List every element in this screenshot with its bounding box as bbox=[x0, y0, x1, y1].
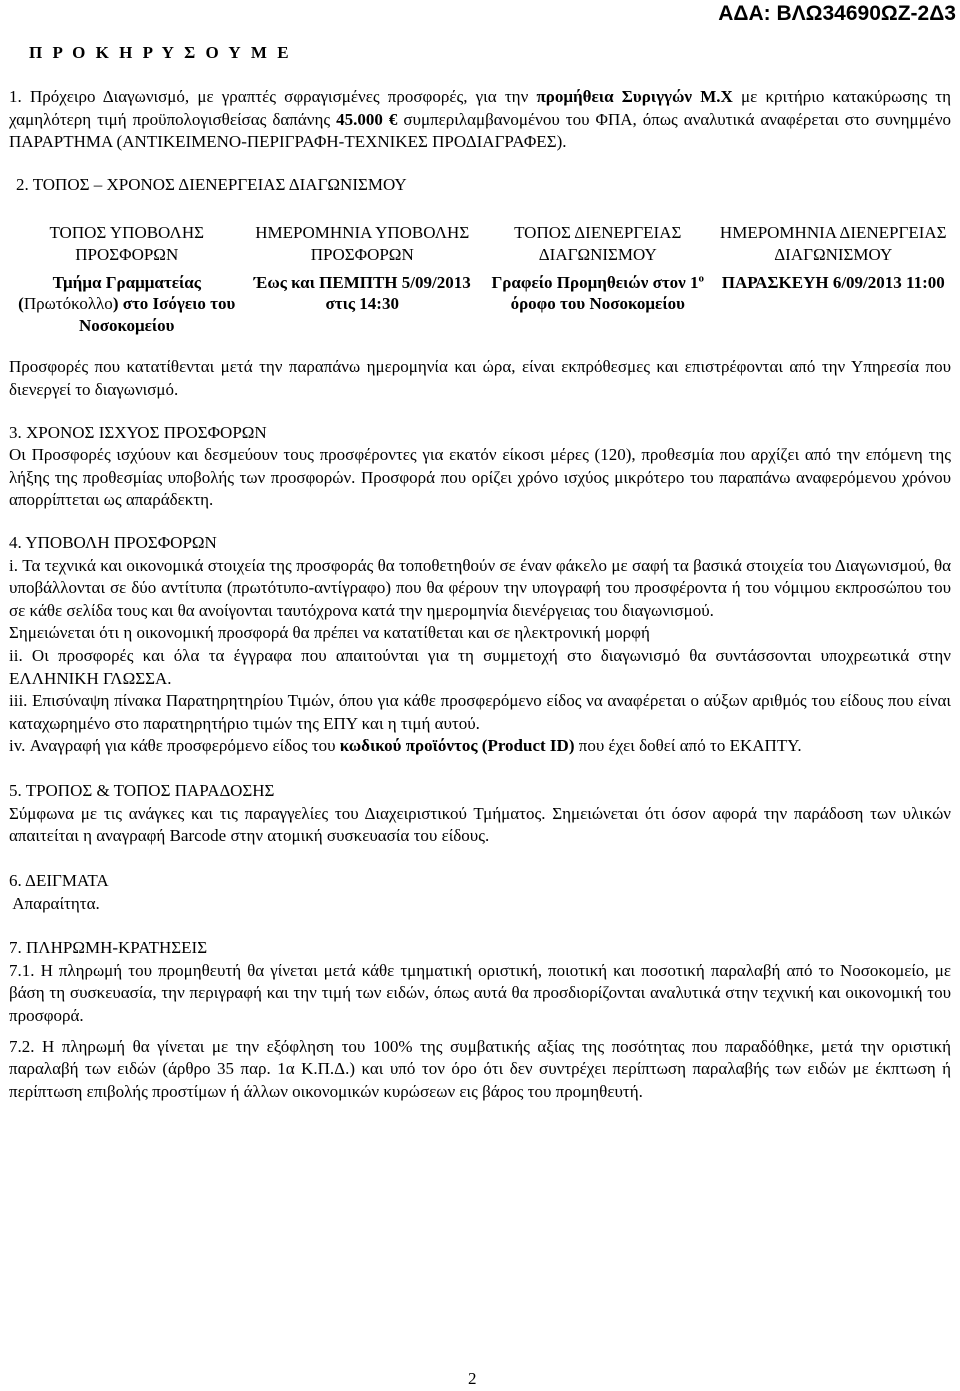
section-4-heading: 4. ΥΠΟΒΟΛΗ ΠΡΟΣΦΟΡΩΝ bbox=[9, 532, 217, 552]
section-2-heading: 2. ΤΟΠΟΣ – ΧΡΟΝΟΣ ΔΙΕΝΕΡΓΕΙΑΣ ΔΙΑΓΩΝΙΣΜΟΥ bbox=[16, 174, 407, 194]
section-2-note: Προσφορές που κατατίθενται μετά την παραπάνω ημερομηνία και ώρα, είναι εκπρόθεσμες και επιστρέφονται από την Υπηρεσία που διενεργεί το διαγωνισμό. bbox=[9, 357, 951, 399]
document-title: Π Ρ Ο Κ Η Ρ Υ Σ Ο Υ Μ Ε bbox=[29, 43, 292, 62]
section-4-item-ii: ii. Οι προσφορές και όλα τα έγγραφα που απαιτούνται για τη συμμετοχή στο διαγωνισμό θα συντάσσονται υποχρεωτικά στην ΕΛΛΗΝΙΚΗ ΓΛΩΣΣΑ. bbox=[9, 646, 951, 688]
section-6-heading: 6. ΔΕΙΓΜΑΤΑ bbox=[9, 870, 109, 890]
section-4-item-iii: iii. Επισύναψη πίνακα Παρατηρητηρίου Τιμών, όπου για κάθε προσφερόμενο είδος να αναφέρεται ο αύξων αριθμός του είδους που είναι καταχωρημένο στο παρατηρητήριο τιμών της ΕΠΥ και η τιμή αυτού. bbox=[9, 691, 951, 733]
table-cell-date-submission: Έως και ΠΕΜΠΤΗ 5/09/2013 στις 14:30 bbox=[253, 272, 471, 314]
section-3-text: Οι Προσφορές ισχύουν και δεσμεύουν τους προσφέροντες για εκατόν είκοσι μέρες (120), προθεσμία που αρχίζει από την επόμενη της λήξης της προθεσμίας υποβολής των προσφορών. Προσφορά που ορίζει χρόνο ισχύος μικρότερο του παραπάνω αναφερόμενου χρόνου απορρίπτεται ως απαράδεκτη. bbox=[9, 445, 951, 510]
section-1-text bbox=[9, 86, 951, 154]
cell-3-b: όροφο του Νοσοκομείου bbox=[510, 294, 685, 314]
table-header-place-submission: ΤΟΠΟΣ ΥΠΟΒΟΛΗΣ ΠΡΟΣΦΟΡΩΝ bbox=[49, 223, 205, 265]
section-4-item-i: i. Τα τεχνικά και οικονομικά στοιχεία της προσφοράς θα τοποθετηθούν σε έναν φάκελο με σαφή τα βασικά στοιχεία του Διαγωνισμού, θα υποβάλλονται σε δύο αντίτυπα (πρωτότυπο-αντίγραφο) που θα φέρουν την υπογραφή του προσφέροντα ή του νόμιμου εκπροσώπου του σε κάθε σελίδα τους και θα ανοίγονται ταυτόχρονα κατά την ημερομηνία διενέργειας του διαγωνισμού. bbox=[9, 555, 951, 620]
section-1-amount: 45.000 € bbox=[336, 109, 398, 129]
section-1-text-c: συμπεριλαμβανομένου του ΦΠΑ, όπως αναλυτικά αναφέρεται στο συνημμένο ΠΑΡΑΡΤΗΜΑ (ΑΝΤΙΚΕΙΜΕΝΟ-ΠΕΡΙΓΡΑΦΗ-ΤΕΧΝΙΚΕΣ ΠΡΟΔΙΑΓΡΑΦΕΣ). bbox=[9, 109, 952, 152]
cell-1-c: ) στο Ισόγειο του Νοσοκομείου bbox=[79, 294, 236, 335]
cell-3-sup: ο bbox=[698, 271, 704, 284]
cell-3-a: Γραφείο Προμηθειών στον 1 bbox=[491, 272, 699, 292]
section-4-item-iv bbox=[9, 735, 951, 758]
item-iv-a: iv. Αναγραφή για κάθε προσφερόμενο είδος του bbox=[9, 736, 340, 756]
section-4-note: Σημειώνεται ότι η οικονομική προσφορά θα πρέπει να κατατίθεται και σε ηλεκτρονική μορφή bbox=[9, 623, 650, 643]
section-3-heading: 3. ΧΡΟΝΟΣ ΙΣΧΥΟΣ ΠΡΟΣΦΟΡΩΝ bbox=[9, 422, 267, 442]
page-number: 2 bbox=[468, 1369, 477, 1388]
document-body bbox=[9, 86, 951, 1103]
section-1-text-a: 1. Πρόχειρο Διαγωνισμό, με γραπτές σφραγισμένες προσφορές, για την bbox=[9, 87, 537, 106]
schedule-table bbox=[9, 222, 951, 336]
section-7-heading: 7. ΠΛΗΡΩΜΗ-ΚΡΑΤΗΣΕΙΣ bbox=[9, 938, 208, 958]
cell-1-a: Τμήμα Γραμματείας ( bbox=[18, 272, 201, 314]
item-iv-b: που έχει δοθεί από το ΕΚΑΠΤΥ. bbox=[574, 736, 802, 756]
cell-1-b: Πρωτόκολλο bbox=[23, 294, 113, 314]
table-header-date-tender: ΗΜΕΡΟΜΗΝΙΑ ΔΙΕΝΕΡΓΕΙΑΣ ΔΙΑΓΩΝΙΣΜΟΥ bbox=[719, 223, 947, 265]
section-5-text: Σύμφωνα με τις ανάγκες και τις παραγγελίες του Διαχειριστικού Τμήματος. Σημειώνεται ότι όσον αφορά την παράδοση των υλικών απαιτείται η αναγραφή Barcode στην ατομική συσκευασία του είδους. bbox=[9, 803, 951, 846]
section-7-p2: 7.2. Η πληρωμή θα γίνεται με την εξόφληση του 100% της συμβατικής αξίας της ποσότητας που παραδόθηκε, μετά την οριστική παραλαβή των ειδών (άρθρο 35 παρ. 1α Κ.Π.Δ.) και υπό τον όρο ότι δεν συντρέχει περίπτωση παραλαβής των ειδών με έκπτωση ή περίπτωση επιβολής προστίμων ή άλλων οικονομικών κυρώσεων εις βάρος του προμηθευτή. bbox=[9, 1036, 951, 1101]
table-cell-place-tender bbox=[480, 272, 716, 337]
item-iv-product-id: κωδικού προϊόντος (Product ID) bbox=[339, 736, 575, 756]
section-5-heading: 5. ΤΡΟΠΟΣ & ΤΟΠΟΣ ΠΑΡΑΔΟΣΗΣ bbox=[9, 781, 275, 801]
table-header-place-tender: ΤΟΠΟΣ ΔΙΕΝΕΡΓΕΙΑΣ ΔΙΑΓΩΝΙΣΜΟΥ bbox=[514, 223, 682, 265]
section-1-text-b: με κριτήριο κατακύρωσης τη χαμηλότερη τιμή προϋπολογισθείσας δαπάνης bbox=[9, 87, 951, 129]
table-cell-place-submission bbox=[9, 272, 245, 337]
ada-code: ΑΔΑ: ΒΛΩ34690ΩΖ-2Δ3 bbox=[718, 2, 956, 25]
section-1-subject: προμήθεια Συριγγών Μ.Χ bbox=[536, 87, 733, 106]
table-header-date-submission: ΗΜΕΡΟΜΗΝΙΑ ΥΠΟΒΟΛΗΣ ΠΡΟΣΦΟΡΩΝ bbox=[255, 223, 470, 265]
section-7-p1: 7.1. Η πληρωμή του προμηθευτή θα γίνεται μετά κάθε τμηματική οριστική, ποιοτική και ποσοτική παραλαβή από το Νοσοκομείο, με βάση τη συσκευασία, την περιγραφή και την τιμή των ειδών, όπως αυτά θα προσδιορίζονται αναλυτικά στην τεχνική και οικονομική του προσφορά. bbox=[9, 960, 951, 1025]
section-6-text: Απαραίτητα. bbox=[9, 893, 100, 913]
table-cell-date-tender: ΠΑΡΑΣΚΕΥΗ 6/09/2013 11:00 bbox=[721, 272, 945, 292]
